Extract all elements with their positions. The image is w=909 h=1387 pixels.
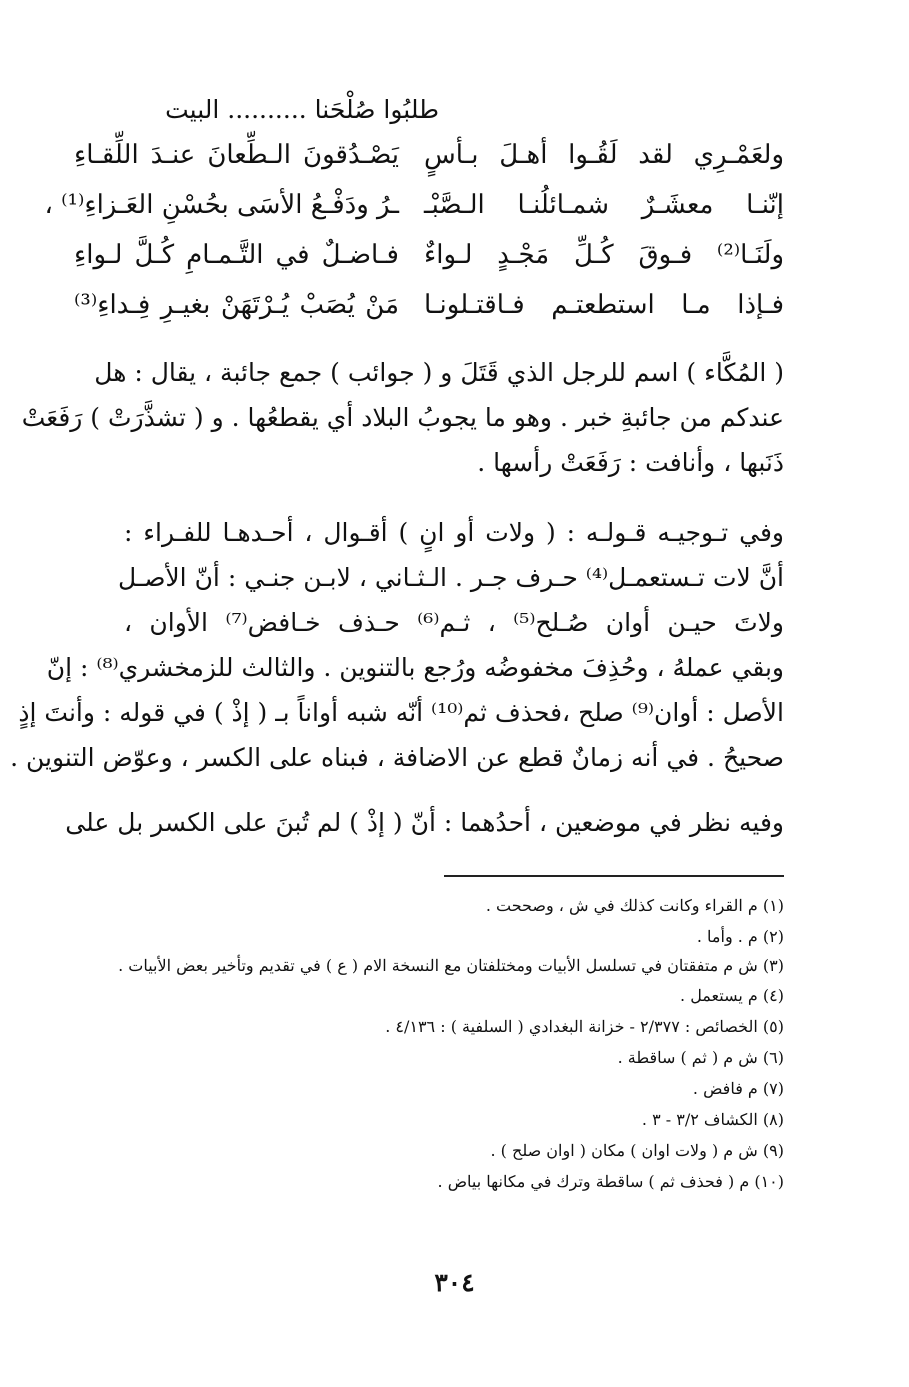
verse-line [74,290,784,342]
verse-second-hemistich: يَصْـدُقونَ الـطِّعانَ عنـدَ اللِّقـاءِ [74,140,399,170]
page-number: ٣٠٤ [434,1268,475,1297]
footnote: (٨) الكشاف ٣/٢ - ٣ . [641,1110,784,1129]
verse-second-hemistich: فـاضـلٌ في التَّـمـامِ كُـلَّ لـواءِ [74,240,399,270]
footnote-separator [444,875,784,877]
verse-second-hemistich: ـرُ ودَفْـعُ الأسَى بحُسْنِ العَـزاءِ⁽¹⁾ ، [44,190,399,220]
body-line: ولاتَ حيـن أوان صُـلح⁽⁵⁾ ، ثـم⁽⁶⁾ حـذف خـافض⁽⁷⁾ الأوان ، [124,608,784,637]
body-line: أنَّ لات تـستعمـل⁽⁴⁾ حـرف جـر . الـثـاني ، لابـن جنـي : أنّ الأصـل [117,563,784,592]
verse-first-hemistich: ولعَمْـرِي لقد لَقُـوا أهـلَ بـأسٍ [424,140,784,170]
footnote: (٤) م يستعمل . [680,986,784,1005]
body-line: وبقي عملهُ ، وحُذِفَ مخفوضُه ورُجع بالتنوين . والثالث للزمخشري⁽⁸⁾ : إنّ [46,653,784,682]
footnotes [94,890,784,1197]
gloss-line: ( المُكَّاء ) اسم للرجل الذي قَتَلَ و ( جوائب ) جمع جائبة ، يقال : هل [94,358,784,387]
footnote: (٦) ش م ( ثم ) ساقطة . [617,1048,784,1067]
body-line: صحيحُ . في أنه زمانٌ قطع عن الاضافة ، فبناه على الكسر ، وعوّض التنوين . [10,743,784,772]
continuation-line: وفيه نظر في موضعين ، أحدُهما : أنّ ( إذْ ) لم تُبنَ على الكسر بل على [65,808,784,837]
verse-line [74,240,784,292]
verse-line [74,140,784,192]
gloss-line: ذَنَبها ، وأنافت : رَفَعَتْ رأسها . [477,448,784,477]
footnote: (١٠) م ( فحذف ثم ) ساقطة وترك في مكانها بياض . [437,1172,784,1191]
footnote: (٩) ش م ( ولات اوان ) مكان ( اوان صلح ) . [490,1141,784,1160]
continuation-paragraph [65,800,784,845]
footnote: (٧) م فافض . [692,1079,784,1098]
body-line: الأصل : أوان⁽⁹⁾ صلح ،فحذف ثم⁽¹⁰⁾ أنّه شبه أواناً بـ ( إذْ ) في قوله : وأنتَ إذٍ [18,698,784,727]
verse-line [44,190,784,242]
gloss-paragraph [21,350,784,485]
body-paragraph [10,510,784,780]
footnote: (٥) الخصائص : ٢/٣٧٧ - خزانة البغدادي ( السلفية ) : ٤/١٣٦ . [385,1017,784,1036]
verse-second-hemistich: مَنْ يُصَبْ يُـرْتَهَنْ بغيـرِ فِـداءِ⁽³⁾ [74,290,399,320]
verse-reference-line: طلبُوا صُلْحَنا .......... البيت [165,95,439,124]
body-line: وفي تـوجيـه قـولـه : ( ولات أو انٍ ) أقـوال ، أحـدهـا للفـراء : [124,518,784,547]
footnote: (٣) ش م متفقتان في تسلسل الأبيات ومختلفتان مع النسخة الام ( ع ) في تقديم وتأخير بعض الأبيات . [118,956,784,975]
gloss-line: عندكم من جائبةِ خبر . وهو ما يجوبُ البلاد أي يقطعُها . و ( تشذَّرَتْ ) رَفَعَتْ [21,403,784,432]
footnote: (٢) م . وأما . [696,927,784,946]
verse-first-hemistich: فـإذا مـا استطعتـم فـاقتـلونـا [424,290,784,320]
verse-first-hemistich: ولَنَـا⁽²⁾ فـوقَ كُـلِّ مَجْـدٍ لـواءٌ [424,240,784,270]
verse-first-hemistich: إنّنـا معشَـرٌ شمـائلُنـا الـصَّبْـ [424,190,784,220]
footnote: (١) م القراء وكانت كذلك في ش ، وصححت . [485,896,784,915]
